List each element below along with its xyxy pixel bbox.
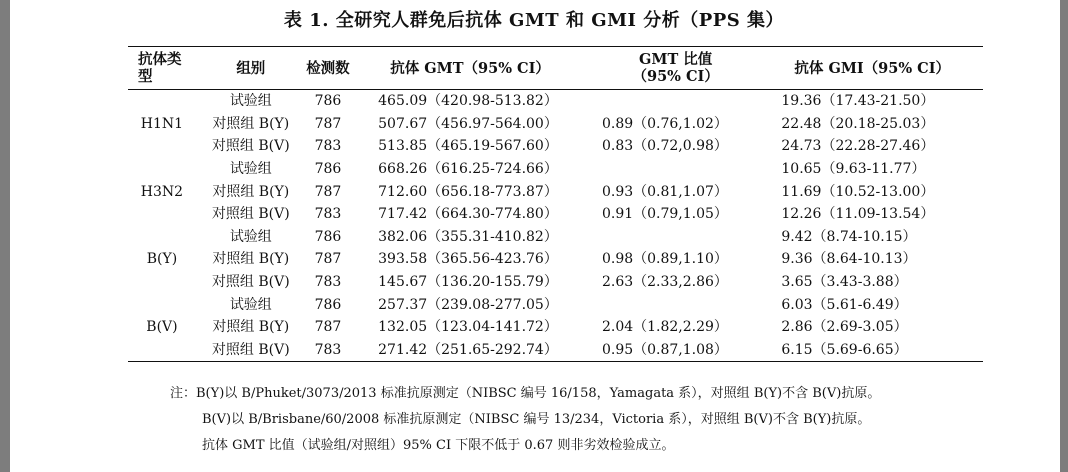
cell-group: 对照组 B(V) <box>211 341 290 358</box>
cell-count: 786 <box>314 228 342 245</box>
note-line: 注：B(Y)以 B/Phuket/3073/2013 标准抗原测定（NIBSC 编号 16/158，Yamagata 系），对照组 B(Y)不含 B(V)抗原。 <box>170 386 881 401</box>
cell-ratio: 0.91（0.79,1.05） <box>601 206 728 223</box>
table-row <box>128 248 983 271</box>
cell-gmi: 24.73（22.28-27.46） <box>781 138 935 155</box>
cell-count: 783 <box>314 206 342 223</box>
cell-count: 787 <box>314 183 342 200</box>
cell-ratio: 0.93（0.81,1.07） <box>601 183 728 200</box>
cell-ratio <box>590 226 761 249</box>
cell-gmt: 507.67（456.97-564.00） <box>378 115 558 132</box>
table-row <box>128 203 983 226</box>
cell-count: 786 <box>314 93 342 110</box>
cell-count: 787 <box>314 319 342 336</box>
cell-gmi: 12.26（11.09-13.54） <box>781 206 935 223</box>
cell-gmt: 465.09（420.98-513.82） <box>378 93 558 110</box>
table-title: 表 1. 全研究人群免后抗体 GMT 和 GMI 分析（PPS 集） <box>283 10 785 31</box>
cell-count: 787 <box>314 251 342 268</box>
gmt-gmi-table <box>128 46 983 362</box>
cell-gmi: 11.69（10.52-13.00） <box>781 183 935 200</box>
cell-gmt: 145.67（136.20-155.79） <box>378 274 558 291</box>
table-body <box>128 90 983 362</box>
cell-gmi: 2.86（2.69-3.05） <box>781 319 908 336</box>
cell-gmt: 382.06（355.31-410.82） <box>378 228 558 245</box>
cell-gmt: 513.85（465.19-567.60） <box>378 138 558 155</box>
cell-antibody-type: H3N2 <box>140 183 184 200</box>
cell-count: 786 <box>314 161 342 178</box>
table-row <box>128 316 983 339</box>
cell-group: 对照组 B(Y) <box>212 319 290 336</box>
note-line: 抗体 GMT 比值（试验组/对照组）95% CI 下限不低于 0.67 则非劣效检验成立。 <box>202 438 675 453</box>
table-row <box>128 293 983 316</box>
cell-group: 对照组 B(V) <box>211 138 290 155</box>
cell-gmi: 9.36（8.64-10.13） <box>781 251 917 268</box>
header-antibody-type: 抗体类型 <box>128 47 196 90</box>
cell-ratio: 0.89（0.76,1.02） <box>601 115 728 132</box>
table-row <box>128 158 983 181</box>
cell-gmt: 393.58（365.56-423.76） <box>378 251 558 268</box>
cell-gmi: 6.15（5.69-6.65） <box>781 341 908 358</box>
cell-gmi: 10.65（9.63-11.77） <box>781 161 926 178</box>
cell-count: 783 <box>314 341 342 358</box>
cell-antibody-type: B(Y) <box>146 251 178 268</box>
page-edge-left <box>0 0 10 472</box>
header-ratio <box>590 47 761 90</box>
cell-ratio <box>590 158 761 181</box>
cell-ratio: 0.95（0.87,1.08） <box>601 341 728 358</box>
cell-gmi: 6.03（5.61-6.49） <box>781 296 908 313</box>
table-row <box>128 135 983 158</box>
cell-group: 对照组 B(V) <box>211 274 290 291</box>
cell-group: 试验组 <box>229 93 272 110</box>
cell-gmi: 9.42（8.74-10.15） <box>781 228 917 245</box>
cell-group: 试验组 <box>229 161 272 178</box>
cell-antibody-type: B(V) <box>146 319 178 336</box>
cell-ratio: 0.98（0.89,1.10） <box>601 251 728 268</box>
cell-group: 对照组 B(V) <box>211 206 290 223</box>
cell-gmt: 668.26（616.25-724.66） <box>378 161 558 178</box>
cell-ratio: 0.83（0.72,0.98） <box>601 138 728 155</box>
header-ratio-line1: GMT 比值 <box>639 51 713 68</box>
cell-gmt: 132.05（123.04-141.72） <box>378 319 558 336</box>
table-row <box>128 113 983 136</box>
cell-count: 786 <box>314 296 342 313</box>
cell-gmt: 712.60（656.18-773.87） <box>378 183 558 200</box>
cell-gmi: 19.36（17.43-21.50） <box>781 93 935 110</box>
cell-gmt: 717.42（664.30-774.80） <box>378 206 558 223</box>
table-row <box>128 339 983 362</box>
table-notes <box>170 381 880 459</box>
cell-gmt: 257.37（239.08-277.05） <box>378 296 558 313</box>
cell-count: 783 <box>314 138 342 155</box>
note-line: B(V)以 B/Brisbane/60/2008 标准抗原测定（NIBSC 编号 13/234，Victoria 系），对照组 B(V)不含 B(Y)抗原。 <box>202 412 871 427</box>
cell-group: 对照组 B(Y) <box>212 183 290 200</box>
header-row <box>128 47 983 90</box>
page-edge-right <box>1060 0 1068 472</box>
cell-gmt: 271.42（251.65-292.74） <box>378 341 558 358</box>
header-count: 检测数 <box>306 47 350 90</box>
cell-antibody-type: H1N1 <box>140 115 184 132</box>
table-row <box>128 226 983 249</box>
header-gmi: 抗体 GMI（95% CI） <box>761 47 983 90</box>
cell-gmi: 3.65（3.43-3.88） <box>781 274 908 291</box>
cell-group: 对照组 B(Y) <box>212 115 290 132</box>
cell-ratio: 2.04（1.82,2.29） <box>601 319 728 336</box>
header-ratio-line2: （95% CI） <box>632 68 719 85</box>
header-gmt: 抗体 GMT（95% CI） <box>350 47 590 90</box>
table-row <box>128 90 983 113</box>
cell-ratio <box>590 293 761 316</box>
cell-count: 783 <box>314 274 342 291</box>
cell-group: 试验组 <box>229 228 272 245</box>
cell-count: 787 <box>314 115 342 132</box>
table-row <box>128 271 983 294</box>
cell-group: 试验组 <box>229 296 272 313</box>
table-row <box>128 180 983 203</box>
header-group: 组别 <box>196 47 306 90</box>
cell-ratio <box>590 90 761 113</box>
cell-group: 对照组 B(Y) <box>212 251 290 268</box>
cell-ratio: 2.63（2.33,2.86） <box>601 274 728 291</box>
cell-gmi: 22.48（20.18-25.03） <box>781 115 935 132</box>
